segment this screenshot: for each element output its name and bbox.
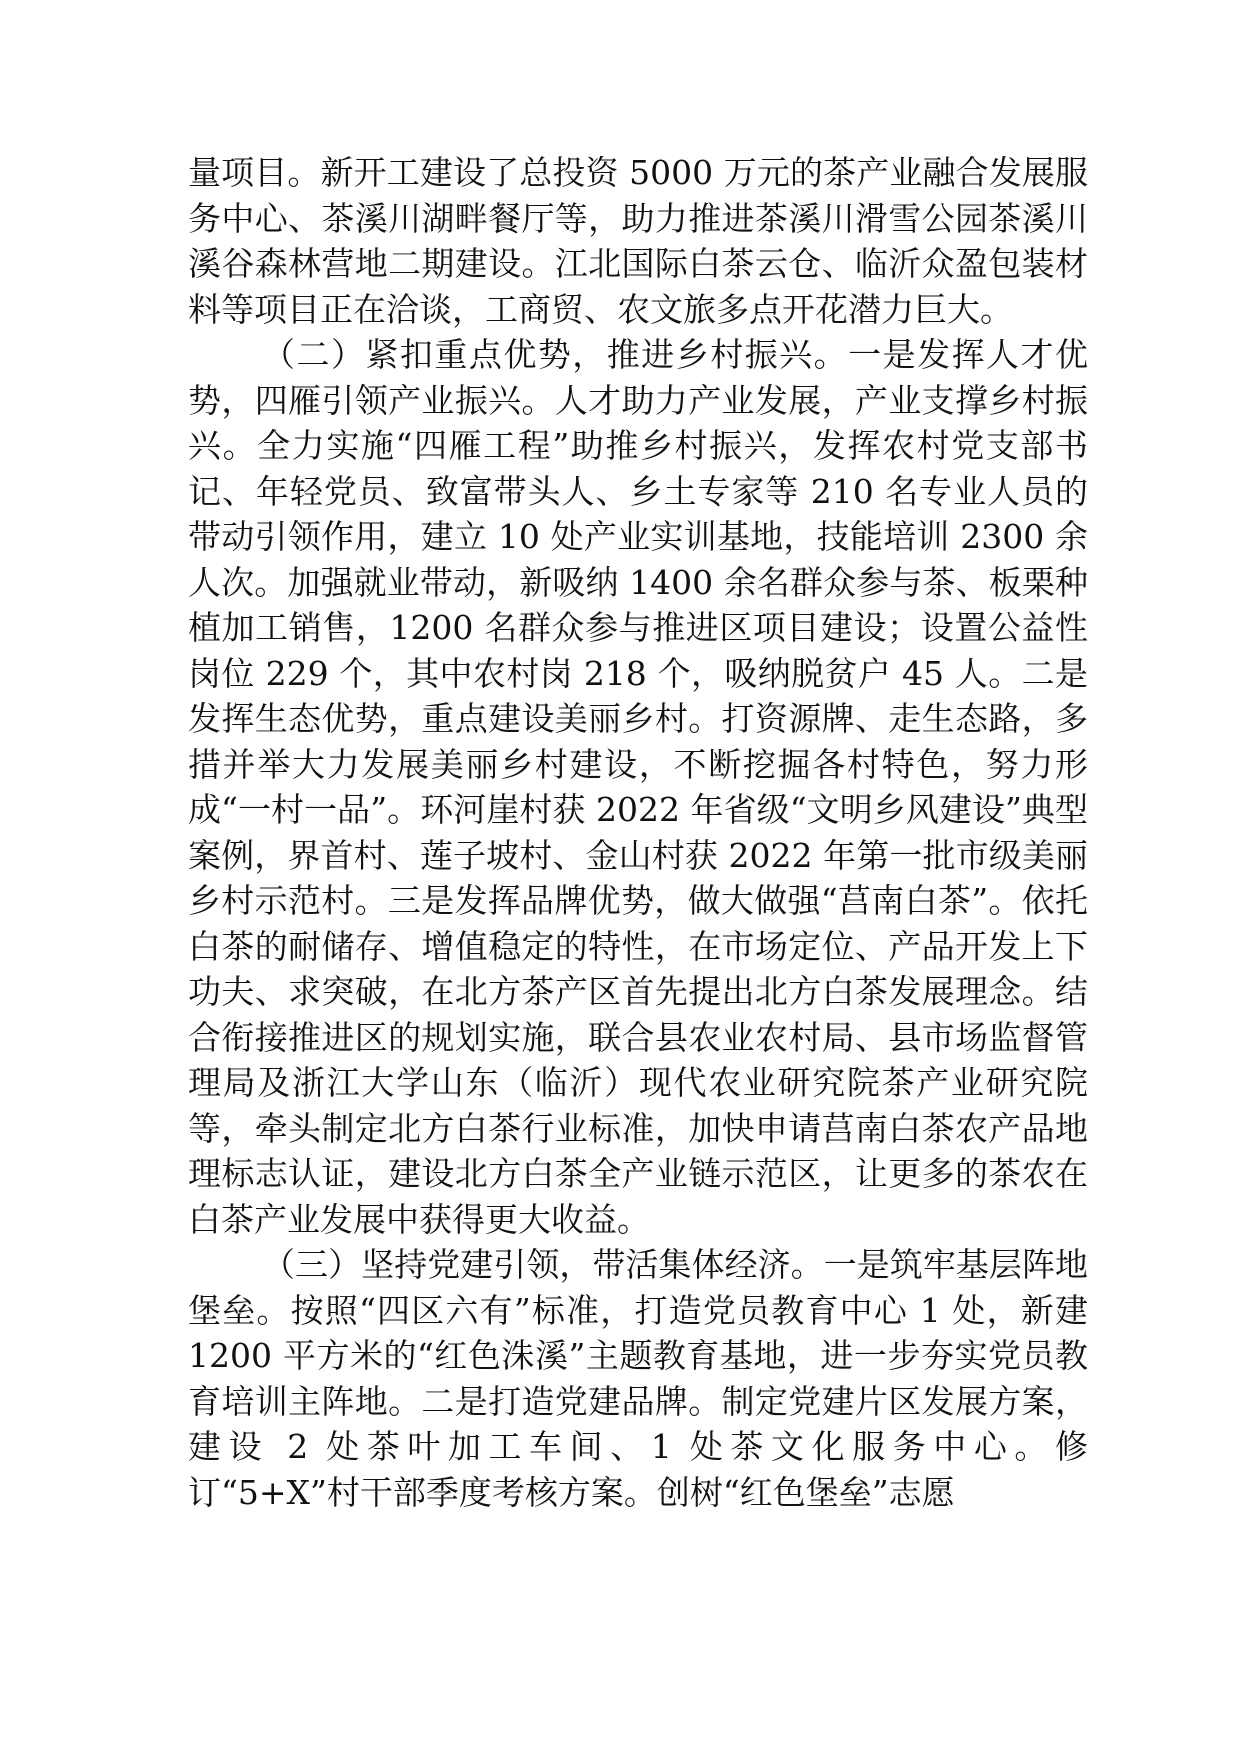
- paragraph-rural-revitalization: （二）紧扣重点优势，推进乡村振兴。一是发挥人才优势，四雁引领产业振兴。人才助力产业发展，产业支撑乡村振兴。全力实施“四雁工程”助推乡村振兴，发挥农村党支部书记、年轻党员、致富带头人、乡土专家等 210 名专业人员的带动引领作用，建立 10 处产业实训基地，技能培训 2300 余人次。加强就业带动，新吸纳 1400 余名群众参与茶、板栗种植加工销售，1200 名群众参与推进区项目建设；设置公益性岗位 229 个，其中农村岗 218 个，吸纳脱贫户 45 人。二是发挥生态优势，重点建设美丽乡村。打资源牌、走生态路，多措并举大力发展美丽乡村建设，不断挖掘各村特色，努力形成“一村一品”。环河崖村获 2022 年省级“文明乡风建设”典型案例，界首村、莲子坡村、金山村获 2022 年第一批市级美丽乡村示范村。三是发挥品牌优势，做大做强“莒南白茶”。依托白茶的耐储存、增值稳定的特性，在市场定位、产品开发上下功夫、求突破，在北方茶产区首先提出北方白茶发展理念。结合衔接推进区的规划实施，联合县农业农村局、县市场监督管理局及浙江大学山东（临沂）现代农业研究院茶产业研究院等，牵头制定北方白茶行业标准，加快申请莒南白茶农产品地理标志认证，建设北方白茶全产业链示范区，让更多的茶农在白茶产业发展中获得更大收益。: [188, 335, 1088, 1239]
- paragraph-continuation: 量项目。新开工建设了总投资 5000 万元的茶产业融合发展服务中心、茶溪川湖畔餐厅等，助力推进茶溪川滑雪公园茶溪川溪谷森林营地二期建设。江北国际白茶云仓、临沂众盈包装材料等项目正在洽谈，工商贸、农文旅多点开花潜力巨大。: [188, 153, 1088, 329]
- document-body: [188, 150, 1088, 1515]
- paragraph-party-building: （三）坚持党建引领，带活集体经济。一是筑牢基层阵地堡垒。按照“四区六有”标准，打造党员教育中心 1 处，新建 1200 平方米的“红色洙溪”主题教育基地，进一步夯实党员教育培训主阵地。二是打造党建品牌。制定党建片区发展方案，建设 2 处茶叶加工车间、1 处茶文化服务中心。修订“5+X”村干部季度考核方案。创树“红色堡垒”志愿: [188, 1245, 1088, 1512]
